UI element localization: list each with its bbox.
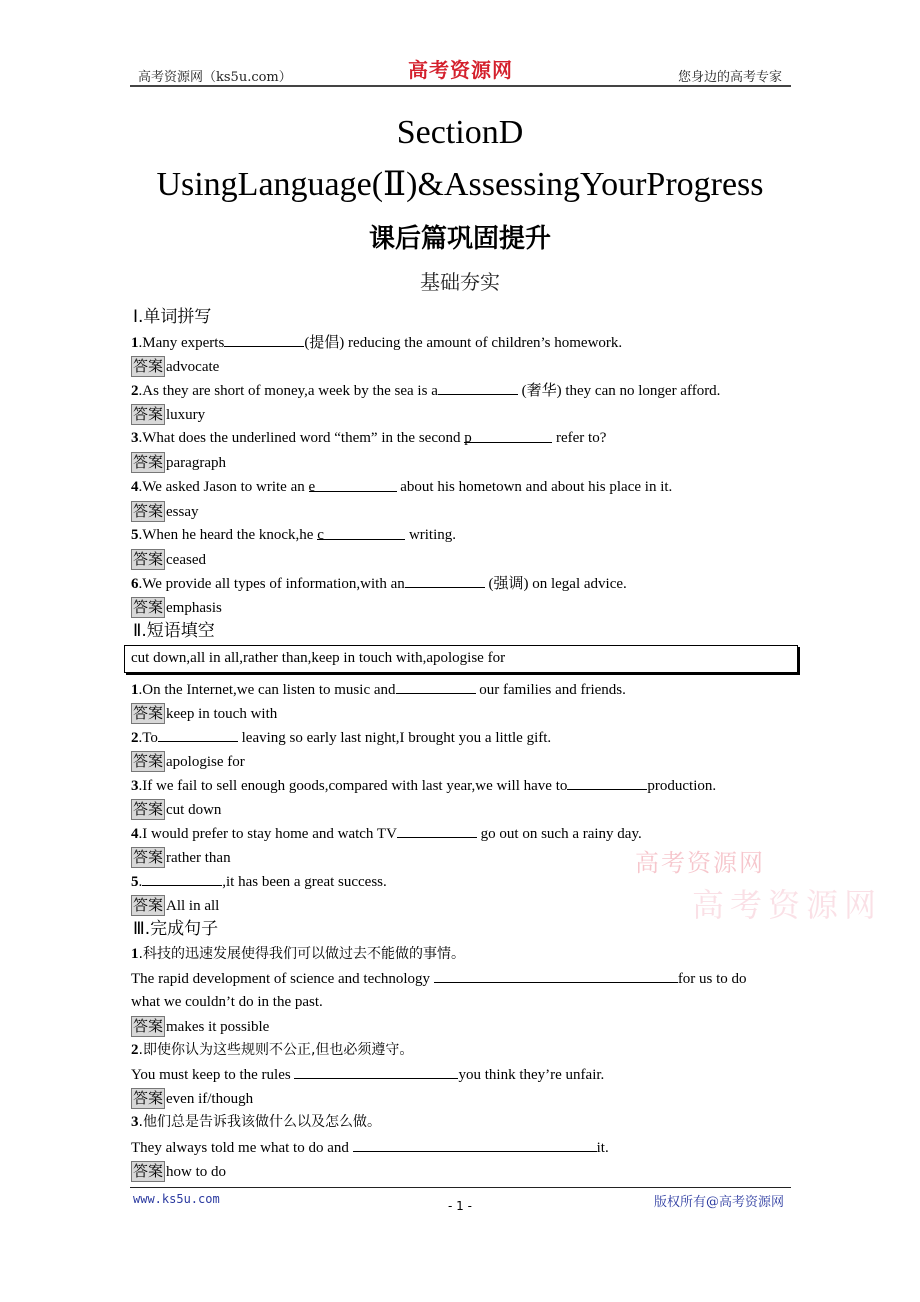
answer-s2-3: 答案 cut down [133, 800, 222, 818]
answer-badge[interactable]: 答案 [133, 502, 164, 520]
answer-s1-4: 答案 essay [133, 502, 199, 520]
section3-heading: Ⅲ.完成句子 [133, 919, 219, 939]
answer-blank[interactable] [294, 1064, 458, 1079]
answer-badge[interactable]: 答案 [133, 1089, 164, 1107]
question-s2-4: 4.I would prefer to stay home and watch TV go out on such a rainy day. [131, 823, 642, 844]
page-number: - 1 - [448, 1199, 472, 1213]
question-s3-1: The rapid development of science and technology for us to do [131, 968, 747, 989]
answer-blank[interactable] [438, 380, 518, 395]
header-logo: 高考资源网 [408, 58, 513, 82]
subtitle: 课后篇巩固提升 [368, 224, 551, 254]
answer-s3-2: 答案 even if/though [133, 1089, 254, 1107]
answer-s1-5: 答案 ceased [133, 550, 206, 568]
unit-title: UsingLanguage(Ⅱ)&AssessingYourProgress [156, 166, 764, 203]
section2-heading: Ⅱ.短语填空 [133, 621, 215, 641]
answer-badge[interactable]: 答案 [133, 405, 164, 423]
section1-heading: Ⅰ.单词拼写 [133, 307, 212, 327]
answer-blank[interactable] [224, 332, 304, 347]
answer-badge[interactable]: 答案 [133, 704, 164, 722]
answer-blank[interactable]: p [464, 428, 552, 443]
question-s1-3: 3.What does the underlined word “them” in the second p refer to? [131, 430, 607, 446]
watermark-line1: 高考资源网 [635, 849, 765, 877]
answer-s3-1: 答案 makes it possible [133, 1017, 270, 1035]
answer-badge[interactable]: 答案 [133, 598, 164, 616]
chinese-prompt-s3-3: 3.他们总是告诉我该做什么以及怎么做。 [131, 1114, 381, 1130]
answer-blank[interactable] [158, 727, 238, 742]
answer-blank[interactable] [567, 775, 647, 790]
answer-s2-2: 答案 apologise for [133, 752, 245, 770]
answer-badge[interactable]: 答案 [133, 800, 164, 818]
answer-badge[interactable]: 答案 [133, 357, 164, 375]
chinese-prompt-s3-1: 1.科技的迅速发展使得我们可以做过去不能做的事情。 [131, 946, 465, 962]
question-s1-5: 5.When he heard the knock,he c writing. [131, 527, 457, 543]
footer-divider [130, 1187, 791, 1188]
answer-blank[interactable] [397, 823, 477, 838]
question-s3-2: You must keep to the rules you think they’re unfair. [131, 1064, 604, 1085]
answer-s2-4: 答案 rather than [133, 848, 231, 866]
question-s2-5: 5. ,it has been a great success. [131, 871, 387, 892]
watermark-line2: 高考资源网 [692, 886, 883, 924]
answer-badge[interactable]: 答案 [133, 752, 164, 770]
question-s3-3: They always told me what to do and it. [131, 1137, 609, 1158]
answer-s1-6: 答案 emphasis [133, 598, 222, 616]
question-s2-3: 3.If we fail to sell enough goods,compared with last year,we will have to production. [131, 775, 716, 796]
answer-blank[interactable] [142, 871, 222, 886]
answer-s1-2: 答案 luxury [133, 405, 206, 423]
question-s3-1-continued: what we couldn’t do in the past. [131, 994, 323, 1010]
answer-s1-1: 答案 advocate [133, 357, 220, 375]
answer-badge[interactable]: 答案 [133, 1017, 164, 1035]
section-title: SectionD [396, 114, 524, 151]
question-s2-1: 1.On the Internet,we can listen to music and our families and friends. [131, 679, 626, 700]
question-s2-2: 2.To leaving so early last night,I brought you a little gift. [131, 727, 551, 748]
question-s1-6: 6.We provide all types of information,with an (强调) on legal advice. [131, 573, 627, 594]
answer-blank[interactable] [405, 573, 485, 588]
answer-badge[interactable]: 答案 [133, 453, 164, 471]
answer-s2-1: 答案 keep in touch with [133, 704, 278, 722]
page-header [130, 58, 790, 86]
header-divider [130, 85, 791, 87]
question-s1-1: 1.Many experts (提倡) reducing the amount of children’s homework. [131, 332, 622, 353]
footer-copyright: 版权所有@高考资源网 [653, 1195, 784, 1210]
answer-blank[interactable] [396, 679, 476, 694]
answer-badge[interactable]: 答案 [133, 896, 164, 914]
question-s1-4: 4.We asked Jason to write an e about his hometown and about his place in it. [131, 479, 673, 495]
answer-badge[interactable]: 答案 [133, 550, 164, 568]
answer-s3-3: 答案 how to do [133, 1162, 227, 1180]
answer-badge[interactable]: 答案 [133, 848, 164, 866]
level-heading: 基础夯实 [420, 272, 500, 294]
answer-s2-5: 答案 All in all [133, 896, 220, 914]
answer-blank[interactable]: c [317, 525, 405, 540]
phrase-bank-text: cut down,all in all,rather than,keep in touch with,apologise for [131, 650, 506, 666]
chinese-prompt-s3-2: 2.即使你认为这些规则不公正,但也必须遵守。 [131, 1042, 414, 1058]
header-slogan: 您身边的高考专家 [677, 70, 782, 85]
phrase-bank-box [124, 645, 798, 673]
answer-badge[interactable]: 答案 [133, 1162, 164, 1180]
answer-blank[interactable] [434, 968, 678, 983]
answer-blank[interactable]: e [309, 477, 397, 492]
answer-s1-3: 答案 paragraph [133, 453, 226, 471]
footer-website-link[interactable]: www.ks5u.com [133, 1192, 220, 1206]
question-s1-2: 2.As they are short of money,a week by the sea is a (奢华) they can no longer afford. [131, 380, 720, 401]
answer-blank[interactable] [353, 1137, 597, 1152]
header-site-name: 高考资源网（ks5u.com） [138, 70, 292, 85]
